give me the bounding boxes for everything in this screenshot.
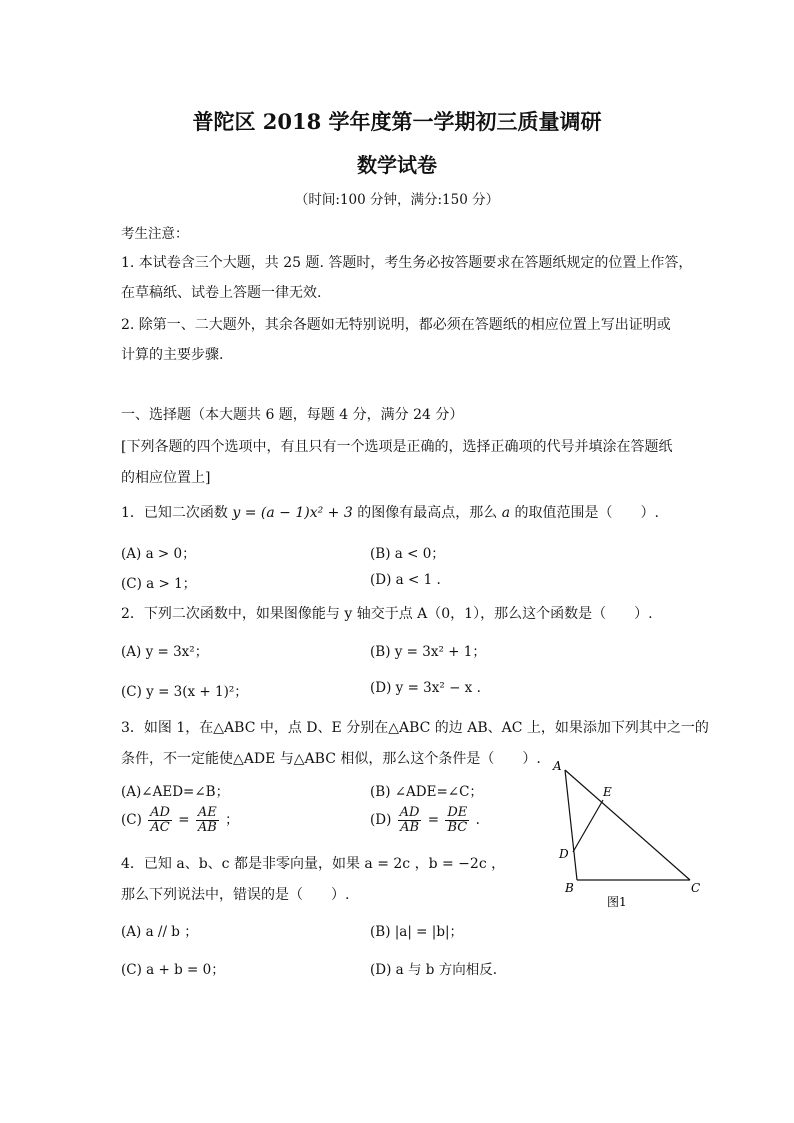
q4-option-d[interactable]: (D) a 与 b 方向相反.: [370, 962, 498, 978]
q2-stem: 2．下列二次函数中，如果图像能与 y 轴交于点 A（0，1），那么这个函数是（ ）.: [121, 606, 653, 622]
segment-ab: [565, 770, 577, 880]
q3-option-a[interactable]: (A)∠AED=∠B；: [121, 784, 230, 800]
notice-item1-line1: 1. 本试卷含三个大题，共 25 题. 答题时，考生务必按答题要求在答题纸规定的位置上作答，: [121, 255, 693, 271]
q3-c-num1: AD: [150, 805, 170, 820]
q3-c-num2: AE: [196, 806, 219, 821]
q3-c-end: ；: [225, 812, 239, 828]
q3-option-d-label: (D): [370, 812, 392, 828]
q3-d-num2: DE: [447, 805, 468, 820]
q1-prefix: 1．已知二次函数: [121, 505, 228, 521]
q2-option-d[interactable]: (D) y = 3x² − x .: [370, 680, 481, 696]
q1-middle: 的图像有最高点，那么: [357, 505, 498, 521]
q4-option-c[interactable]: (C) a + b = 0；: [121, 962, 225, 978]
q3-option-d[interactable]: [370, 806, 480, 835]
q3-d-equals: =: [427, 812, 440, 828]
section1-instruction-line1: [下列各题的四个选项中，有且只有一个选项是正确的，选择正确项的代号并填涂在答题纸: [121, 439, 673, 455]
q1-formula: y = (a − 1)x² + 3: [232, 505, 353, 521]
time-info: （时间:100 分钟，满分:150 分）: [294, 192, 500, 208]
q1-var: a: [501, 505, 511, 521]
exam-subtitle: 数学试卷: [357, 153, 437, 177]
q3-d-end: .: [475, 812, 480, 828]
segment-ac: [565, 770, 690, 880]
figure-label-d: D: [559, 847, 569, 861]
q1-option-c[interactable]: (C) a > 1；: [121, 576, 197, 592]
q3-d-num1: AD: [399, 805, 420, 820]
figure-label-c: C: [691, 881, 701, 895]
section1-heading: 一、选择题（本大题共 6 题，每题 4 分，满分 24 分）: [121, 407, 464, 423]
q2-option-b[interactable]: (B) y = 3x² + 1；: [370, 644, 486, 660]
q3-c-fraction-2: [196, 806, 219, 835]
section1-instruction-line2: 的相应位置上]: [121, 470, 211, 486]
q3-c-den2: AB: [197, 820, 217, 835]
q1-option-d[interactable]: (D) a < 1 .: [370, 572, 441, 588]
figure-caption: 图1: [607, 895, 627, 909]
figure-label-a: A: [553, 759, 562, 773]
q3-stem-line1: 3．如图 1，在△ABC 中，点 D、E 分别在△ABC 的边 AB、AC 上，如果添加下列其中之一的: [121, 720, 709, 736]
q3-d-den1: AB: [400, 820, 420, 835]
q3-d-fraction-2: [445, 806, 469, 835]
q3-d-fraction-1: [398, 806, 422, 835]
figure-label-e: E: [603, 785, 612, 799]
notice-item2-line2: 计算的主要步骤.: [121, 347, 224, 363]
notice-item2-line1: 2. 除第一、二大题外，其余各题如无特别说明，都必须在答题纸的相应位置上写出证明或: [121, 317, 671, 333]
q1-stem: [121, 502, 659, 522]
q4-stem-line1: 4．已知 a、b、c 都是非零向量，如果 a = 2c ，b = −2c ，: [121, 856, 506, 872]
q3-c-den1: AC: [150, 820, 170, 835]
exam-title: 普陀区 2018 学年度第一学期初三质量调研: [192, 109, 602, 134]
q2-option-a[interactable]: (A) y = 3x²；: [121, 644, 209, 660]
figure-1-triangle: [545, 752, 715, 912]
q1-option-b[interactable]: (B) a < 0；: [370, 546, 445, 562]
q3-d-den2: BC: [447, 820, 468, 835]
q3-c-fraction-1: [148, 806, 172, 835]
q3-option-b[interactable]: (B) ∠ADE=∠C；: [370, 784, 483, 800]
notice-heading: 考生注意：: [121, 226, 189, 242]
segment-de: [573, 800, 603, 852]
q3-option-c[interactable]: [121, 806, 239, 835]
notice-item1-line2: 在草稿纸、试卷上答题一律无效.: [121, 285, 322, 301]
q1-suffix: 的取值范围是（ ）.: [514, 505, 659, 521]
q3-c-equals: =: [178, 812, 190, 828]
figure-label-b: B: [565, 881, 574, 895]
q4-stem-line2: 那么下列说法中，错误的是（ ）.: [121, 887, 350, 903]
q3-option-c-label: (C): [121, 812, 142, 828]
q4-option-a[interactable]: (A) a // b ；: [121, 924, 198, 940]
q4-option-b[interactable]: (B) |a| = |b|；: [370, 924, 464, 940]
q1-option-a[interactable]: (A) a > 0；: [121, 546, 196, 562]
q3-stem-line2: 条件，不一定能使△ADE 与△ABC 相似，那么这个条件是（ ）.: [121, 751, 541, 767]
q2-option-c[interactable]: (C) y = 3(x + 1)²；: [121, 684, 248, 700]
